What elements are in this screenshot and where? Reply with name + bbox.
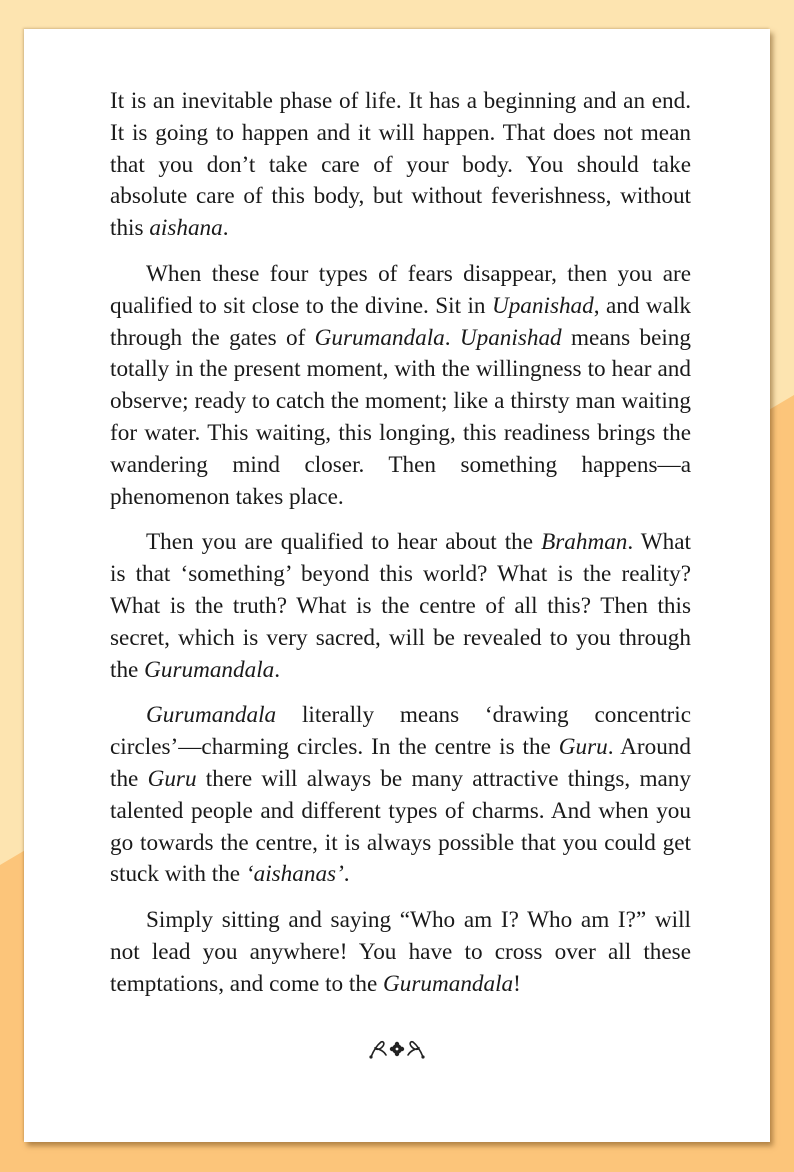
- italic-term: Gurumandala: [146, 702, 277, 729]
- paragraph-2: [110, 259, 691, 513]
- italic-term: Upanishad: [491, 292, 594, 319]
- italic-term: Gurumandala: [144, 656, 275, 683]
- text-segment: .: [222, 215, 229, 242]
- italic-term: Upanishad: [459, 324, 562, 351]
- italic-term: ‘aishanas’: [245, 861, 344, 888]
- italic-term: Guru: [147, 765, 197, 792]
- italic-term: Gurumandala: [314, 324, 445, 351]
- text-segment: . What is that ‘something’ beyond this world? What is the reality? What is the truth? What is the centre of all this? Then this secret, which is very sacred, will be revealed to you through the: [110, 529, 692, 683]
- italic-term: Guru: [558, 734, 608, 761]
- text-segment: literally means ‘drawing concentric circles’—charming circles. In the centre is the: [110, 702, 691, 761]
- paragraph-1: [110, 86, 691, 245]
- paragraph-3: [110, 527, 691, 686]
- text-segment: Simply sitting and saying “Who am I? Who am I?” will not lead you anywhere! You have to cross over all these temptations, and come to the: [110, 907, 691, 997]
- ornament-svg: [367, 1038, 427, 1060]
- paragraph-4: [110, 700, 691, 891]
- text-segment: .: [444, 324, 460, 351]
- text-segment: , and walk through the gates of: [110, 292, 691, 351]
- italic-term: Gurumandala: [383, 970, 514, 997]
- text-segment: When these four types of fears disappear, then you are qualified to sit close to the divine. Sit in: [110, 260, 691, 319]
- text-segment: there will always be many attractive things, many talented people and different types of charms. And when you go towards the centre, it is always possible that you could get stuck with the: [110, 765, 691, 888]
- floral-divider-icon: [24, 1037, 770, 1060]
- text-segment: . Around the: [110, 734, 691, 792]
- italic-term: aishana: [149, 215, 223, 242]
- book-page: [24, 29, 770, 1142]
- text-segment: .: [274, 656, 281, 683]
- text-segment: .: [343, 861, 350, 888]
- text-segment: !: [513, 970, 521, 997]
- italic-term: Brahman: [541, 529, 628, 556]
- text-segment: means being totally in the present moment, with the willingness to hear and observe; ready to catch the moment; like a thirsty man waiting for water. This waiting, this longing, this readiness brings the wandering mind closer. Then something happens—a phenomenon takes place.: [110, 324, 691, 510]
- paragraph-5: [110, 905, 691, 1000]
- text-segment: Then you are qualified to hear about the: [146, 529, 542, 556]
- page-body-text: [110, 86, 691, 1015]
- text-segment: It is an inevitable phase of life. It has a beginning and an end. It is going to happen and it will happen. That does not mean that you don’t take care of your body. You should take absolute care of this body, but without feverishness, without this: [110, 88, 691, 242]
